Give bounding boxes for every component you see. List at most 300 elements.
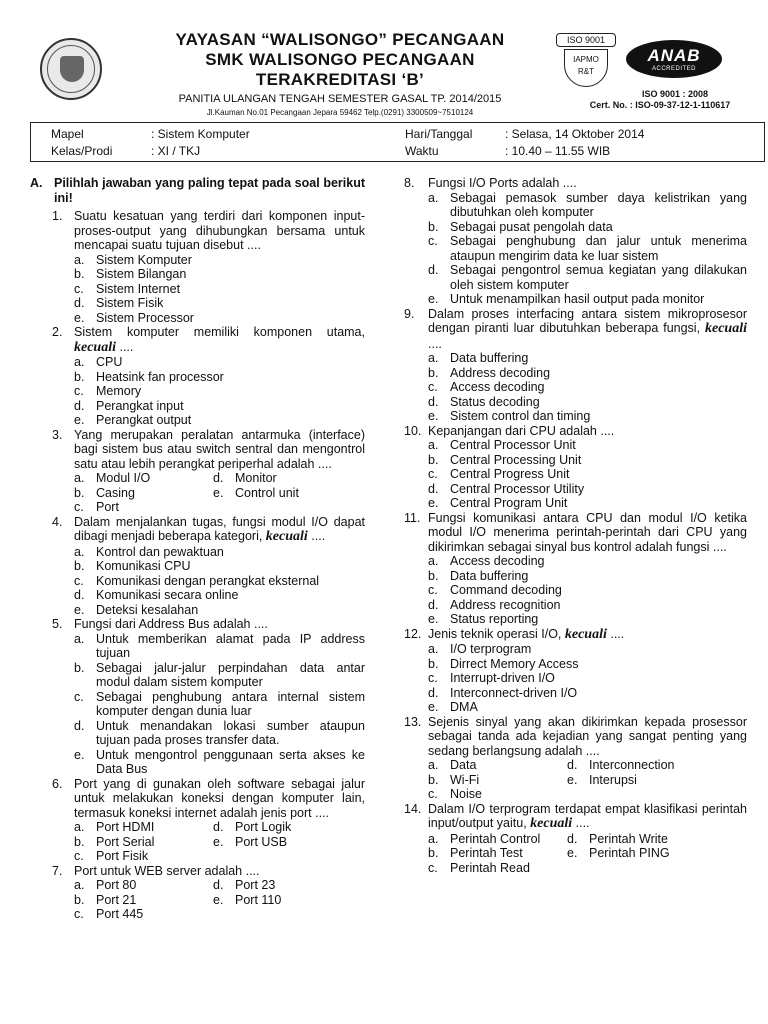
answer-option xyxy=(74,369,365,385)
option-text: Sebagai penghubung antara internal sistem komputer dengan dunia luar xyxy=(96,689,365,718)
question-text: Kepanjangan dari CPU adalah .... xyxy=(428,423,615,438)
option-text: Port Fisik xyxy=(96,849,149,863)
option-text: Interupsi xyxy=(589,772,637,787)
keyword-kecuali: kecuali xyxy=(530,816,573,831)
answer-option xyxy=(74,413,365,428)
question-number: 5. xyxy=(52,617,63,631)
option-text: Port Logik xyxy=(235,820,292,834)
option-letter: c. xyxy=(428,671,438,685)
answer-option xyxy=(567,772,729,788)
question-text: Port yang di gunakan oleh software sebagai jalur untuk melakukan koneksi dengan komputer lain, termasuk koneksi internet adalah jenis port .... xyxy=(74,776,365,820)
option-text: Central Progress Unit xyxy=(450,467,570,481)
answer-option xyxy=(428,481,747,497)
answer-option xyxy=(74,398,365,414)
option-letter: e. xyxy=(428,496,439,510)
option-letter: b. xyxy=(74,267,85,281)
option-text: Sebagai pemasok sumber daya kelistrikan yang dibutuhkan oleh komputer xyxy=(450,190,747,219)
option-text: Access decoding xyxy=(450,554,545,568)
answer-option xyxy=(428,438,747,453)
iso-logo-top: ISO 9001 xyxy=(556,33,616,47)
option-text: Sistem Bilangan xyxy=(96,267,187,281)
answer-option xyxy=(74,252,365,268)
option-text: Perintah Test xyxy=(450,846,523,860)
question-13 xyxy=(404,715,747,802)
answer-option xyxy=(567,758,729,773)
answer-option xyxy=(428,351,747,366)
school-seal-logo xyxy=(40,38,102,100)
question-text-after: .... xyxy=(572,816,590,830)
option-letter: b. xyxy=(74,660,85,675)
option-text: Dirrect Memory Access xyxy=(450,656,579,671)
question-11 xyxy=(404,511,747,627)
question-text: Fungsi dari Address Bus adalah .... xyxy=(74,617,268,631)
answer-option xyxy=(74,907,235,922)
answer-options xyxy=(74,253,365,326)
option-letter: a. xyxy=(428,351,439,365)
option-text: I/O terprogram xyxy=(450,642,532,656)
option-letter: d. xyxy=(567,831,578,846)
option-text: Kontrol dan pewaktuan xyxy=(96,544,224,559)
option-letter: b. xyxy=(74,369,85,384)
option-letter: e. xyxy=(74,310,85,325)
option-text: Data buffering xyxy=(450,568,529,583)
question-4 xyxy=(30,515,365,618)
answer-option xyxy=(428,597,747,613)
answer-option xyxy=(567,846,729,861)
question-number: 7. xyxy=(52,863,63,878)
option-letter: e. xyxy=(74,602,85,617)
question-number: 13. xyxy=(404,714,422,729)
question-3 xyxy=(30,428,365,515)
answer-option xyxy=(428,612,747,627)
option-text: Heatsink fan processor xyxy=(96,369,224,384)
option-text: Port xyxy=(96,500,119,514)
answer-option xyxy=(74,573,365,589)
answer-options xyxy=(74,545,365,618)
option-letter: a. xyxy=(74,631,85,646)
option-text: Command decoding xyxy=(450,583,562,597)
option-letter: e. xyxy=(428,409,439,423)
option-letter: e. xyxy=(213,485,224,500)
certificate-number: Cert. No. : ISO-09-37-12-1-110617 xyxy=(589,100,731,110)
answer-option xyxy=(428,685,747,701)
question-text xyxy=(428,307,747,352)
question-10 xyxy=(404,424,747,511)
question-number: 14. xyxy=(404,801,422,816)
answer-option xyxy=(428,642,747,657)
answer-option xyxy=(567,831,729,847)
option-text: Untuk menampilkan hasil output pada monitor xyxy=(450,292,705,306)
option-letter: a. xyxy=(74,878,85,892)
answer-option xyxy=(213,834,375,850)
question-number: 3. xyxy=(52,427,63,442)
option-text: Perintah Write xyxy=(589,831,668,846)
question-12 xyxy=(404,627,747,715)
option-text: Komunikasi dengan perangkat eksternal xyxy=(96,573,320,588)
option-text: Casing xyxy=(96,485,135,500)
answer-option xyxy=(428,656,747,672)
school-name: SMK WALISONGO PECANGAAN xyxy=(205,50,475,69)
option-letter: b. xyxy=(428,452,439,467)
answer-options xyxy=(428,554,747,627)
answer-option xyxy=(74,544,365,560)
answer-option xyxy=(74,689,365,719)
question-text-after: .... xyxy=(606,626,625,641)
accreditation: TERAKREDITASI ‘B’ xyxy=(255,70,425,89)
option-text: Sistem Komputer xyxy=(96,252,192,267)
option-text: Komunikasi secara online xyxy=(96,588,239,602)
option-text: Port 80 xyxy=(96,878,137,892)
option-text: Sebagai jalur-jalur perpindahan data antar modul dalam sistem komputer xyxy=(96,660,365,689)
answer-option xyxy=(428,583,747,598)
answer-option xyxy=(74,718,365,748)
option-text: Untuk memberikan alamat pada IP address tujuan xyxy=(96,631,365,660)
hari-value: : Selasa, 14 Oktober 2014 xyxy=(505,127,645,141)
answer-options xyxy=(74,471,365,515)
exam-info-box xyxy=(30,122,765,162)
question-7 xyxy=(30,864,365,922)
option-text: Untuk mengontrol penggunaan serta akses ke Data Bus xyxy=(96,747,365,776)
option-text: Port 23 xyxy=(235,878,276,892)
answer-option xyxy=(213,485,375,501)
answer-options xyxy=(428,351,747,424)
answer-option xyxy=(428,292,747,307)
answer-option xyxy=(428,700,747,715)
question-text xyxy=(74,325,365,355)
question-text xyxy=(428,802,747,832)
answer-option xyxy=(74,602,365,618)
anab-text: ANAB xyxy=(647,46,701,65)
answer-options xyxy=(74,820,365,864)
question-text-before: Dalam I/O terprogram terdapat empat klasifikasi perintah input/output yaitu, xyxy=(428,801,747,830)
answer-option xyxy=(428,496,747,511)
option-letter: d. xyxy=(567,758,578,772)
option-text: Sebagai pusat pengolah data xyxy=(450,219,613,234)
question-8 xyxy=(404,176,747,307)
kelas-label: Kelas/Prodi xyxy=(51,144,113,158)
option-letter: d. xyxy=(428,263,439,277)
mapel-label: Mapel xyxy=(51,127,84,141)
question-6 xyxy=(30,777,365,864)
question-number: 10. xyxy=(404,423,422,438)
option-letter: b. xyxy=(428,568,439,583)
question-number: 9. xyxy=(404,306,415,321)
question-text: Port untuk WEB server adalah .... xyxy=(74,863,260,878)
option-letter: c. xyxy=(74,500,84,514)
option-letter: d. xyxy=(74,398,85,413)
question-number: 1. xyxy=(52,209,63,223)
answer-option xyxy=(428,554,747,569)
answer-option xyxy=(74,631,365,661)
option-letter: c. xyxy=(74,281,84,296)
answer-option xyxy=(428,860,589,876)
question-text-after: .... xyxy=(116,339,134,354)
answer-option xyxy=(74,849,235,864)
answer-option xyxy=(74,384,365,399)
option-letter: c. xyxy=(428,380,438,394)
option-text: Memory xyxy=(96,384,142,398)
option-text: Address recognition xyxy=(450,597,561,612)
option-text: Perintah Read xyxy=(450,860,530,875)
option-letter: e. xyxy=(428,612,439,626)
option-text: Address decoding xyxy=(450,365,551,380)
keyword-kecuali: kecuali xyxy=(265,529,308,544)
hari-label: Hari/Tanggal xyxy=(405,127,473,141)
option-text: Port 110 xyxy=(235,892,282,907)
option-letter: e. xyxy=(74,747,85,762)
option-letter: e. xyxy=(428,292,439,306)
option-letter: b. xyxy=(74,834,85,849)
section-letter: A. xyxy=(30,176,43,190)
option-text: Perintah PING xyxy=(589,846,670,860)
option-text: Wi-Fi xyxy=(450,772,480,787)
option-letter: c. xyxy=(74,573,84,588)
option-letter: c. xyxy=(428,583,438,597)
answer-option xyxy=(213,892,375,908)
answer-option xyxy=(74,310,365,326)
foundation-name: YAYASAN “WALISONGO” PECANGAAN xyxy=(175,30,505,49)
option-letter: b. xyxy=(74,559,85,573)
option-text: Komunikasi CPU xyxy=(96,559,191,573)
questions-left-column xyxy=(30,176,365,922)
question-number: 4. xyxy=(52,514,63,529)
option-letter: d. xyxy=(428,394,439,409)
option-text: Port Serial xyxy=(96,834,155,849)
kelas-value: : XI / TKJ xyxy=(151,144,201,158)
question-text: Fungsi komunikasi antara CPU dan modul I/O ketika modul I/O menerima perintah-perintah dari CPU yang dikirimkan sebagai sinyal bus kontrol adalah fungsi .... xyxy=(428,510,747,554)
option-letter: d. xyxy=(74,718,85,733)
question-number: 6. xyxy=(52,776,63,791)
question-text: Fungsi I/O Ports adalah .... xyxy=(428,176,577,190)
option-letter: a. xyxy=(74,355,85,369)
option-letter: b. xyxy=(74,892,85,907)
anab-sub: ACCREDITED xyxy=(651,66,696,72)
document-header xyxy=(0,0,768,120)
keyword-kecuali: kecuali xyxy=(705,321,747,336)
answer-option xyxy=(74,281,365,297)
option-letter: d. xyxy=(428,597,439,612)
answer-option xyxy=(428,365,747,381)
answer-options xyxy=(74,878,365,922)
option-text: Port 21 xyxy=(96,892,137,907)
waktu-value: : 10.40 – 11.55 WIB xyxy=(505,144,611,158)
option-letter: a. xyxy=(428,642,439,656)
option-text: Untuk menandakan lokasi sumber ataupun tujuan pada proses transfer data. xyxy=(96,718,365,747)
answer-option xyxy=(74,660,365,690)
option-text: Port USB xyxy=(235,834,288,849)
keyword-kecuali: kecuali xyxy=(564,626,607,642)
waktu-label: Waktu xyxy=(405,144,439,158)
anab-logo xyxy=(626,40,722,78)
option-text: Control unit xyxy=(235,485,299,500)
question-text xyxy=(428,627,747,643)
question-number: 8. xyxy=(404,176,415,190)
questions-right-column xyxy=(404,176,747,875)
answer-option xyxy=(428,190,747,220)
option-letter: e. xyxy=(74,413,85,427)
question-text: Sejenis sinyal yang akan dikirimkan kepada prosessor sebagai tanda ada kejadian yang sangat penting yang sedang berlangsung adalah .... xyxy=(428,714,747,758)
answer-options xyxy=(428,758,747,802)
option-letter: e. xyxy=(213,834,224,849)
answer-option xyxy=(428,452,747,468)
answer-options xyxy=(428,642,747,715)
mapel-value: : Sistem Komputer xyxy=(151,127,250,141)
option-letter: a. xyxy=(428,758,439,772)
option-letter: a. xyxy=(428,554,439,568)
option-text: Perangkat input xyxy=(96,398,184,413)
answer-option xyxy=(428,467,747,482)
option-letter: b. xyxy=(428,219,439,234)
option-text: DMA xyxy=(450,700,478,714)
question-number: 12. xyxy=(404,626,422,641)
question-text xyxy=(74,515,365,545)
option-letter: e. xyxy=(428,700,439,714)
section-heading xyxy=(30,176,365,205)
option-letter: b. xyxy=(428,656,439,671)
option-text: Access decoding xyxy=(450,380,545,394)
answer-option xyxy=(74,267,365,282)
answer-options xyxy=(74,632,365,777)
answer-option xyxy=(428,394,747,410)
option-text: Central Processing Unit xyxy=(450,452,582,467)
answer-option xyxy=(74,559,365,574)
option-text: Sistem Processor xyxy=(96,310,194,325)
option-letter: a. xyxy=(428,438,439,452)
answer-option xyxy=(428,234,747,263)
question-text: Suatu kesatuan yang terdiri dari komponen input-proses-output yang dihubungkan bersama untuk mencapai suatu tujuan disebut .... xyxy=(74,209,365,252)
option-letter: d. xyxy=(428,481,439,496)
question-number: 11. xyxy=(404,510,421,525)
option-text: Port 445 xyxy=(96,907,144,921)
question-text: Yang merupakan peralatan antarmuka (interface) bagi sistem bus atau switch sentral dan mengontrol satu atau lebih perangkat periperhal adalah .... xyxy=(74,427,365,471)
question-text-before: Dalam menjalankan tugas, fungsi modul I/O dapat dibagi menjadi beberapa kategori, xyxy=(74,514,365,543)
answer-option xyxy=(74,747,365,777)
option-letter: a. xyxy=(74,252,85,267)
answer-option xyxy=(428,380,747,395)
question-text-before: Sistem komputer memiliki komponen utama, xyxy=(74,325,365,339)
option-text: Deteksi kesalahan xyxy=(96,602,199,617)
answer-option xyxy=(74,588,365,603)
answer-option xyxy=(428,409,747,424)
option-text: Sebagai penghubung dan jalur untuk menerima ataupun mengirim data ke luar sistem xyxy=(450,234,747,263)
question-text-after: .... xyxy=(428,336,442,351)
option-letter: a. xyxy=(428,190,439,205)
option-letter: b. xyxy=(428,772,439,787)
option-letter: d. xyxy=(74,296,85,310)
answer-options xyxy=(428,438,747,511)
question-2 xyxy=(30,325,365,428)
exam-committee: PANITIA ULANGAN TENGAH SEMESTER GASAL TP. 2014/2015 xyxy=(178,93,502,105)
option-letter: b. xyxy=(428,846,439,860)
option-text: Central Processor Unit xyxy=(450,438,576,452)
option-letter: c. xyxy=(74,849,84,863)
option-text: Interconnect-driven I/O xyxy=(450,685,578,700)
option-letter: b. xyxy=(74,485,85,500)
answer-option xyxy=(428,787,589,802)
question-text-before: Jenis teknik operasi I/O, xyxy=(428,626,565,641)
option-letter: e. xyxy=(567,846,578,860)
option-letter: a. xyxy=(74,820,85,834)
option-text: CPU xyxy=(96,355,123,369)
option-text: Sistem control dan timing xyxy=(450,409,591,423)
answer-option xyxy=(74,296,365,311)
question-text-after: .... xyxy=(307,529,326,543)
option-text: Central Processor Utility xyxy=(450,481,585,496)
answer-option xyxy=(213,820,375,835)
option-text: Status reporting xyxy=(450,612,539,626)
option-text: Interconnection xyxy=(589,758,675,772)
option-text: Central Program Unit xyxy=(450,496,568,510)
option-text: Port HDMI xyxy=(96,820,155,834)
answer-option xyxy=(428,568,747,584)
keyword-kecuali: kecuali xyxy=(74,339,116,355)
question-text-before: Dalam proses interfacing antara sistem mikroprosesor dengan piranti luar dibutuhkan beberapa fungsi, xyxy=(428,306,747,335)
option-letter: a. xyxy=(428,831,439,846)
answer-options xyxy=(428,832,747,876)
emblem-line-1: IAPMO xyxy=(573,55,599,64)
question-9 xyxy=(404,307,747,424)
option-text: Data buffering xyxy=(450,351,529,365)
emblem-line-2: R&T xyxy=(578,67,594,76)
iso-emblem xyxy=(564,49,608,87)
option-text: Sebagai pengontrol semua kegiatan yang dilakukan oleh sistem komputer xyxy=(450,263,747,292)
iso-logo xyxy=(556,33,616,89)
option-text: Sistem Internet xyxy=(96,281,181,296)
section-title: Pilihlah jawaban yang paling tepat pada soal berikut ini! xyxy=(54,176,365,205)
question-14 xyxy=(404,802,747,876)
question-1 xyxy=(30,209,365,325)
option-letter: a. xyxy=(74,544,85,559)
option-letter: c. xyxy=(74,689,84,704)
answer-options xyxy=(428,191,747,307)
option-letter: d. xyxy=(213,820,224,834)
iso-standard: ISO 9001 : 2008 xyxy=(641,89,709,99)
option-letter: d. xyxy=(74,588,85,602)
option-letter: e. xyxy=(213,892,224,907)
question-5 xyxy=(30,617,365,777)
option-letter: b. xyxy=(428,365,439,380)
option-text: Noise xyxy=(450,787,482,801)
option-letter: d. xyxy=(428,685,439,700)
answer-option xyxy=(428,219,747,235)
option-letter: c. xyxy=(74,384,84,398)
answer-option xyxy=(213,471,375,486)
option-text: Interrupt-driven I/O xyxy=(450,671,555,685)
answer-option xyxy=(428,263,747,292)
option-letter: c. xyxy=(428,860,438,875)
option-text: Sistem Fisik xyxy=(96,296,164,310)
answer-options xyxy=(74,355,365,428)
option-text: Modul I/O xyxy=(96,471,151,485)
answer-option xyxy=(74,500,235,515)
option-text: Perintah Control xyxy=(450,831,541,846)
school-address: Jl.Kauman No.01 Pecangaan Jepara 59462 Telp.(0291) 3300509~7510124 xyxy=(206,108,474,117)
option-text: Perangkat output xyxy=(96,413,192,427)
answer-option xyxy=(428,671,747,686)
option-letter: d. xyxy=(213,878,224,892)
option-letter: c. xyxy=(428,467,438,481)
option-letter: d. xyxy=(213,471,224,485)
question-number: 2. xyxy=(52,325,63,339)
answer-option xyxy=(213,878,375,893)
option-letter: c. xyxy=(74,907,84,921)
option-letter: e. xyxy=(567,772,578,787)
option-text: Status decoding xyxy=(450,394,540,409)
option-letter: a. xyxy=(74,471,85,485)
answer-option xyxy=(74,355,365,370)
option-letter: c. xyxy=(428,234,438,248)
option-text: Data xyxy=(450,758,477,772)
